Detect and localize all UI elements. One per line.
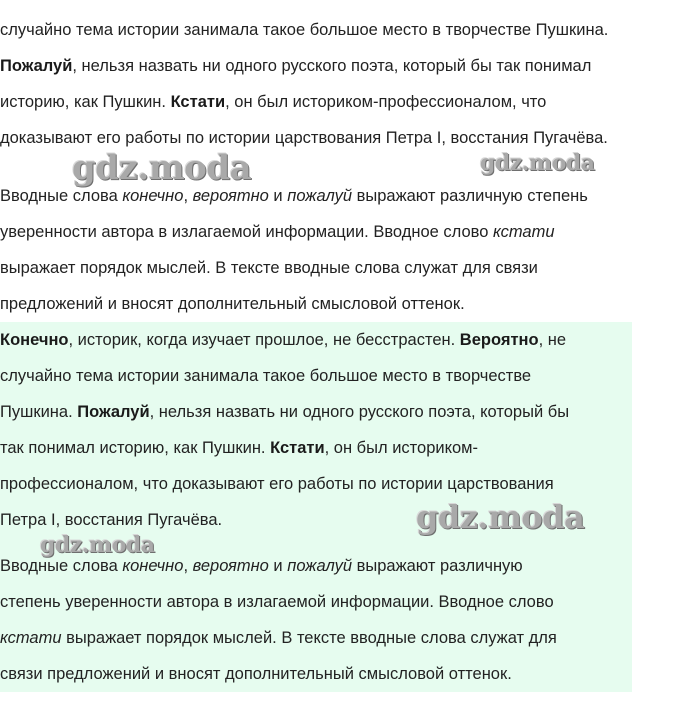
text-span: , историк, когда изучает прошлое, не бесстрастен. [68, 331, 460, 349]
intro-word: кстати [0, 629, 62, 647]
text-span: выражают различную [352, 557, 523, 575]
text-span: уверенности автора в излагаемой информации. Вводное слово [0, 223, 494, 241]
text-span: , не [538, 331, 567, 349]
text-line: предложений и вносят дополнительный смысловой оттенок. [0, 295, 465, 313]
text-span: Вводные слова [0, 557, 123, 575]
text-line [0, 430, 569, 466]
intro-word: конечно [122, 557, 184, 575]
text-line: доказывают его работы по истории царствования Петра I, восстания Пугачёва. [0, 129, 608, 147]
watermark: gdz.moda [72, 148, 252, 188]
text-span: и [268, 187, 288, 205]
text-span: , нельзя назвать ни одного русского поэта, который бы так понимал [72, 57, 592, 75]
text-line [0, 214, 588, 250]
intro-word: Конечно [0, 331, 69, 349]
intro-word: вероятно [192, 187, 269, 205]
text-line: степень уверенности автора в излагаемой информации. Вводное слово [0, 593, 554, 611]
text-span: Вводные слова [0, 187, 123, 205]
paragraph-top [0, 12, 608, 156]
text-span: , он был историком- [324, 439, 479, 457]
intro-word: пожалуй [287, 187, 353, 205]
text-line: Петра I, восстания Пугачёва. [0, 511, 223, 529]
intro-word: Пожалуй [0, 57, 73, 75]
intro-word: кстати [493, 223, 555, 241]
text-span: , нельзя назвать ни одного русского поэта, который бы [149, 403, 570, 421]
paragraph-explanation-2 [0, 548, 557, 692]
text-span: , [183, 187, 193, 205]
text-span: , он был историком-профессионалом, что [225, 93, 547, 111]
text-span: и [268, 557, 288, 575]
text-span: так понимал историю, как Пушкин. [0, 439, 271, 457]
intro-word: пожалуй [287, 557, 353, 575]
text-span: историю, как Пушкин. [0, 93, 171, 111]
text-line [0, 620, 557, 656]
text-line [0, 178, 588, 214]
text-line: профессионалом, что доказывают его работы по истории царствования [0, 475, 554, 493]
watermark: gdz.moda [480, 150, 595, 176]
intro-word: Пожалуй [77, 403, 150, 421]
paragraph-explanation-1 [0, 178, 588, 322]
text-line: выражает порядок мыслей. В тексте вводные слова служат для связи [0, 259, 538, 277]
watermark: gdz.moda [40, 532, 155, 558]
intro-word: вероятно [192, 557, 269, 575]
text-line: случайно тема истории занимала такое большое место в творчестве [0, 367, 532, 385]
text-line [0, 84, 608, 120]
text-line [0, 548, 557, 584]
text-line [0, 48, 608, 84]
intro-word: конечно [122, 187, 184, 205]
text-span: , [183, 557, 193, 575]
text-line [0, 322, 569, 358]
text-line: случайно тема истории занимала такое большое место в творчестве Пушкина. [0, 21, 609, 39]
watermark: gdz.moda [416, 498, 585, 536]
text-span: выражает порядок мыслей. В тексте вводные слова служат для [61, 629, 557, 647]
text-span: выражают различную степень [352, 187, 588, 205]
text-line [0, 394, 569, 430]
intro-word: Кстати [270, 439, 325, 457]
text-line: связи предложений и вносят дополнительный смысловой оттенок. [0, 665, 512, 683]
paragraph-answer-1 [0, 322, 569, 538]
text-span: Пушкина. [0, 403, 78, 421]
intro-word: Вероятно [459, 331, 539, 349]
intro-word: Кстати [170, 93, 226, 111]
